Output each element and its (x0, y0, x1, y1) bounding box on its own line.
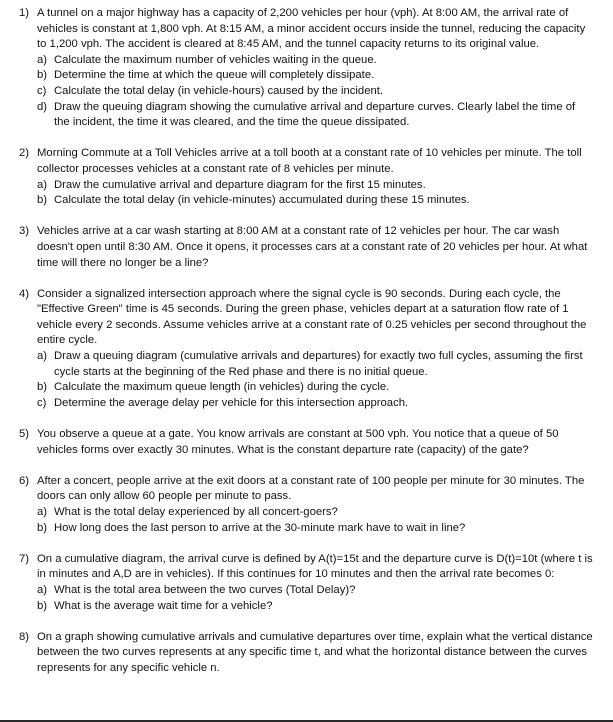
sub-question-text: What is the average wait time for a vehicle? (54, 599, 273, 612)
question-text: Morning Commute at a Toll Vehicles arrive at a toll booth at a constant rate of 10 vehicles per minute. The toll collector processes vehicles at a constant rate of 8 vehicles per minute. (37, 147, 582, 175)
question-number: 4) (19, 287, 30, 300)
sub-question (37, 505, 593, 521)
sub-question (37, 84, 593, 100)
question-body (37, 6, 613, 131)
sub-question (37, 68, 593, 84)
question-number: 2) (19, 147, 30, 160)
question-5 (0, 427, 613, 458)
question-number: 1) (19, 7, 30, 19)
sub-question (37, 583, 593, 599)
sub-question-label: a) (37, 583, 48, 596)
question-2 (0, 146, 613, 208)
sub-question (37, 53, 593, 69)
sub-question-text: Draw the queuing diagram showing the cumulative arrival and departure curves. Clearly label the time of the incident, the time it was cleared, and the time the queue dissipated. (54, 100, 576, 129)
sub-question-text: Determine the time at which the queue will completely dissipate. (54, 69, 375, 82)
question-body (37, 287, 613, 412)
question-text: After a concert, people arrive at the exit doors at a constant rate of 100 people per minute for 30 minutes. The doors can only allow 60 people per minute to pass. (37, 474, 585, 503)
sub-question-label: b) (37, 521, 48, 534)
question-body (37, 146, 613, 208)
question-number: 8) (19, 630, 30, 643)
sub-question (37, 193, 593, 209)
sub-question-label: a) (37, 506, 48, 518)
sub-question-text: Determine the average delay per vehicle for this intersection approach. (54, 396, 409, 409)
sub-question (37, 100, 593, 131)
sub-question-label: a) (37, 53, 48, 66)
question-number: 6) (19, 474, 30, 487)
sub-question-label: d) (37, 100, 48, 113)
question-body (37, 630, 613, 677)
sub-question (37, 178, 593, 194)
sub-question (37, 599, 593, 615)
question-3 (0, 224, 613, 271)
question-body (37, 224, 613, 271)
sub-question-label: b) (37, 599, 48, 612)
sub-question (37, 380, 593, 396)
question-6 (0, 474, 613, 536)
question-body (37, 552, 613, 614)
sub-question-text: Calculate the total delay (in vehicle-minutes) accumulated during these 15 minutes. (54, 194, 470, 207)
sub-question (37, 396, 593, 412)
question-1 (0, 6, 613, 131)
sub-question-label: b) (37, 194, 48, 207)
sub-question (37, 349, 593, 380)
sub-question-text: How long does the last person to arrive at the 30-minute mark have to wait in line? (54, 521, 466, 534)
sub-question-label: b) (37, 381, 48, 394)
question-text: Consider a signalized intersection approach where the signal cycle is 90 seconds. During each cycle, the "Effective Green" time is 45 seconds. During the green phase, vehicles depart at a saturation flow rate of 1 vehicle every 2 seconds. Assume vehicles arrive at a constant rate of 0.25 vehicles per second throughout the entire cycle. (37, 287, 587, 347)
question-text: A tunnel on a major highway has a capacity of 2,200 vehicles per hour (vph). At 8:00 AM, the arrival rate of vehicles is constant at 1,800 vph. At 8:15 AM, a minor accident occurs inside the tunnel, reducing the capacity to 1,200 vph. The accident is cleared at 8:45 AM, and the tunnel capacity returns to its original value. (37, 7, 586, 51)
sub-question-text: Calculate the total delay (in vehicle-hours) caused by the incident. (54, 84, 384, 97)
sub-question-text: Draw a queuing diagram (cumulative arrivals and departures) for exactly two full cycles, assuming the first cycle starts at the beginning of the Red phase and there is no initial queue. (54, 350, 583, 378)
sub-question-label: a) (37, 350, 48, 363)
question-text: Vehicles arrive at a car wash starting at 8:00 AM at a constant rate of 12 vehicles per hour. The car wash doesn't open until 8:30 AM. Once it opens, it processes cars at a constant rate of 20 vehicles per hour. At what time will there no longer be a line? (37, 225, 588, 269)
question-body (37, 427, 613, 458)
question-text: On a graph showing cumulative arrivals and cumulative departures over time, explain what the vertical distance between the two curves represents at any specific time t, and what the horizontal distance between the curves represents for any specific vehicle n. (37, 630, 593, 674)
question-text: You observe a queue at a gate. You know arrivals are constant at 500 vph. You notice that a queue of 50 vehicles forms over exactly 30 minutes. What is the constant departure rate (capacity) of the gate? (37, 428, 559, 456)
question-8 (0, 630, 613, 677)
question-7 (0, 552, 613, 614)
sub-question-text: Draw the cumulative arrival and departure diagram for the first 15 minutes. (54, 178, 426, 191)
sub-question-label: b) (37, 69, 48, 82)
question-4 (0, 287, 613, 412)
sub-question-text: Calculate the maximum number of vehicles waiting in the queue. (54, 53, 377, 66)
sub-question-text: Calculate the maximum queue length (in vehicles) during the cycle. (54, 381, 390, 394)
sub-question-text: What is the total area between the two curves (Total Delay)? (54, 583, 356, 596)
sub-question-label: c) (37, 84, 47, 97)
sub-question-label: c) (37, 396, 47, 409)
problem-set (0, 6, 613, 692)
sub-question-text: What is the total delay experienced by all concert-goers? (54, 506, 338, 518)
question-text: On a cumulative diagram, the arrival curve is defined by A(t)=15t and the departure curve is D(t)=10t (where t is in minutes and A,D are in vehicles). If this continues for 10 minutes and then the arrival rate becomes 0: (37, 552, 593, 581)
sub-question (37, 521, 593, 537)
question-number: 7) (19, 552, 30, 565)
sub-question-label: a) (37, 178, 48, 191)
question-number: 5) (19, 428, 30, 441)
question-number: 3) (19, 225, 30, 238)
question-body (37, 474, 613, 536)
